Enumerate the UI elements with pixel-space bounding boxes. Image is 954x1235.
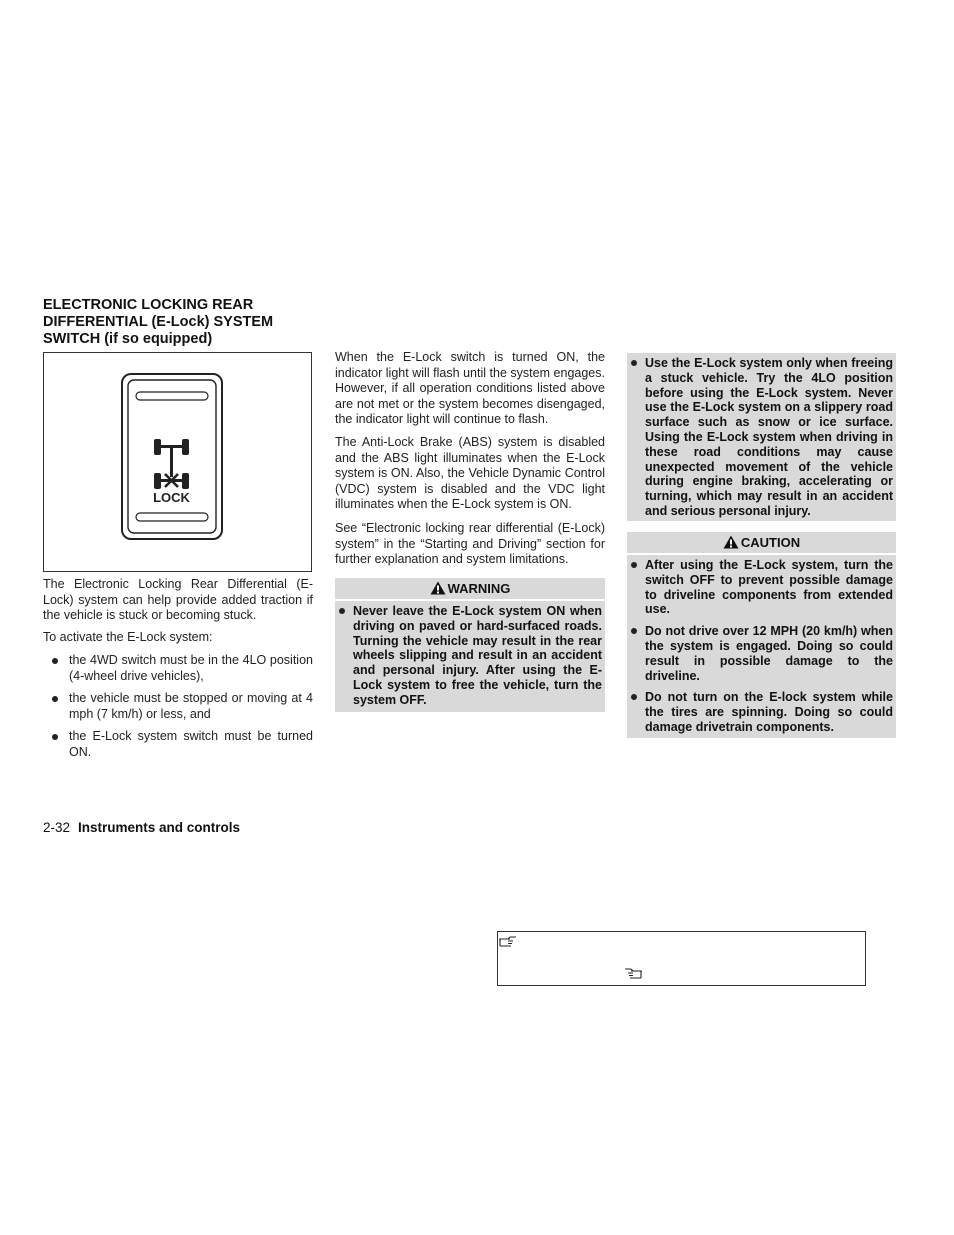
activate-lead: To activate the E-Lock system:	[43, 630, 213, 644]
list-item: the 4WD switch must be in the 4LO position (4-wheel drive vehicles),	[43, 653, 313, 684]
warning-title	[335, 578, 605, 599]
warning-continued-list	[627, 356, 896, 519]
warning-box	[335, 578, 605, 712]
pointing-hand-icon-2	[623, 966, 643, 980]
caution-title	[627, 532, 896, 553]
caution-body	[627, 555, 896, 738]
caution-box	[627, 532, 896, 738]
heading-line-1: ELECTRONIC LOCKING REAR	[43, 297, 254, 313]
heading-line-2: DIFFERENTIAL (E-Lock) SYSTEM	[43, 314, 274, 330]
4wd-lock-switch-icon	[44, 353, 311, 571]
warning-continued-box	[627, 353, 896, 521]
warning-list	[335, 604, 605, 708]
section-heading	[43, 297, 323, 348]
intro-paragraph: The Electronic Locking Rear Differential (E-Lock) system can help provide added traction if the vehicle is stuck or becoming stuck.	[43, 577, 313, 622]
page-footer	[43, 820, 240, 835]
warning-triangle-icon	[430, 581, 446, 595]
list-item: After using the E-Lock system, turn the switch OFF to prevent possible damage to driveline components from extended use.	[627, 558, 896, 617]
warning-body	[335, 601, 605, 712]
list-item: Use the E-Lock system only when freeing a stuck vehicle. Try the 4LO position before using the E-Lock system. Never use the E-Lock system on a slippery road surface such as snow or ice surface. Using the E-Lock system when driving in these road conditions may cause unexpected movement of the vehicle during engine braking, accelerating or turning, which may result in an accident and serious personal injury.	[627, 356, 896, 519]
abs-vdc-paragraph: The Anti-Lock Brake (ABS) system is disabled and the ABS light illuminates when the E-Lock system is ON. Also, the Vehicle Dynamic Control (VDC) system is disabled and the VDC light illuminates when the E-Lock system is ON.	[335, 435, 605, 511]
heading-line-3: SWITCH (if so equipped)	[43, 331, 213, 347]
caution-triangle-icon	[723, 535, 739, 549]
caution-title-text: CAUTION	[740, 535, 801, 550]
switch-figure	[43, 352, 312, 572]
switch-label: LOCK	[153, 490, 190, 505]
see-also-paragraph: See “Electronic locking rear differential (E-Lock) system” in the “Starting and Driving” section for further explanation and system limitations.	[335, 521, 605, 566]
list-item: the vehicle must be stopped or moving at 4 mph (7 km/h) or less, and	[43, 691, 313, 722]
list-item: Do not drive over 12 MPH (20 km/h) when the system is engaged. Doing so could result in possible damage to the driveline.	[627, 624, 896, 683]
list-item: the E-Lock system switch must be turned ON.	[43, 729, 313, 760]
list-item: Do not turn on the E-lock system while the tires are spinning. Doing so could damage drivetrain components.	[627, 690, 896, 734]
activation-conditions-list	[43, 653, 313, 760]
warning-title-text: WARNING	[447, 581, 511, 596]
list-item: Never leave the E-Lock system ON when driving on paved or hard-surfaced roads. Turning the vehicle may result in the rear wheels slipping and result in an accident and personal injury. After using the E-Lock system to free the vehicle, turn the system OFF.	[335, 604, 605, 708]
caution-list	[627, 558, 896, 735]
indicator-paragraph: When the E-Lock switch is turned ON, the indicator light will flash until the system engages. However, if all operation conditions listed above are not met or the system becomes disengaged, the indicator light will continue to flash.	[335, 350, 605, 426]
footer-section-name: Instruments and controls	[78, 820, 241, 835]
reference-box	[497, 931, 866, 986]
page-number: 2-32	[43, 820, 71, 835]
pointing-hand-icon	[498, 934, 518, 948]
